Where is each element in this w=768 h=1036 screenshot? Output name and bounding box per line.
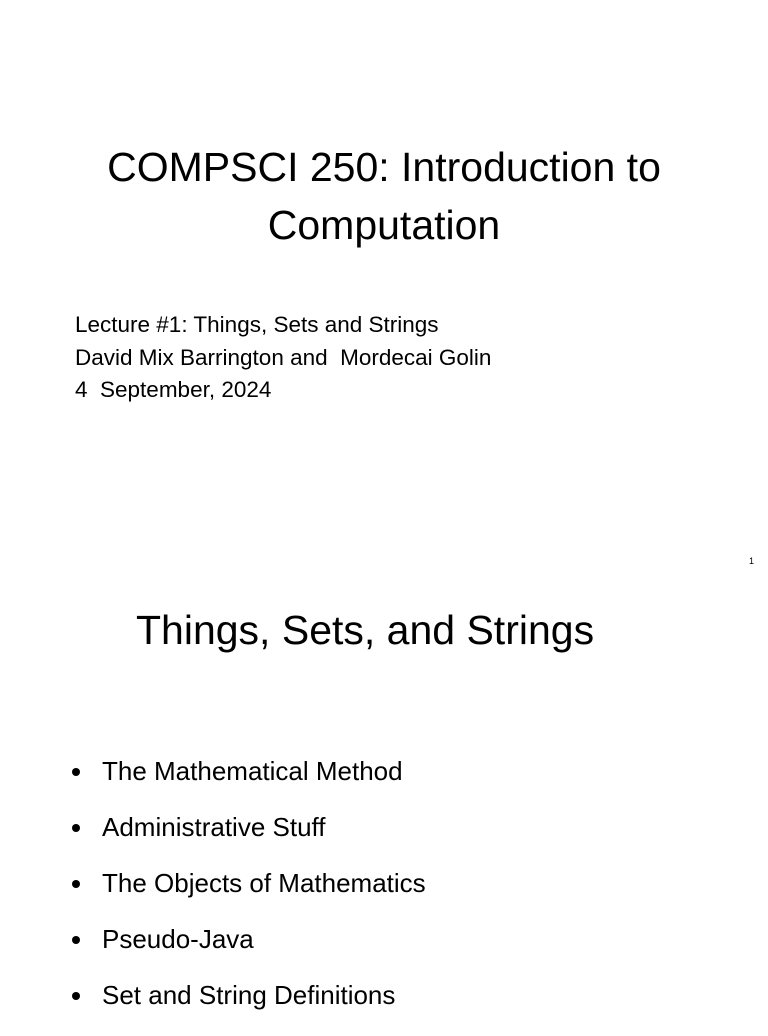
list-item xyxy=(72,924,426,954)
list-item-text: Pseudo-Java xyxy=(102,924,254,954)
subtitle-block xyxy=(75,309,491,407)
list-item-text: The Mathematical Method xyxy=(102,756,403,786)
page-title: COMPSCI 250: Introduction to Computation xyxy=(107,144,661,248)
bullet-icon xyxy=(72,824,80,832)
bullet-icon xyxy=(72,992,80,1000)
page-number: 1 xyxy=(748,556,754,566)
date-line: 4 September, 2024 xyxy=(75,377,272,402)
list-item xyxy=(72,756,426,786)
list-item-text: The Objects of Mathematics xyxy=(102,868,426,898)
bullet-icon xyxy=(72,768,80,776)
list-item xyxy=(72,868,426,898)
bullet-list xyxy=(72,756,426,1036)
authors-line: David Mix Barrington and Mordecai Golin xyxy=(75,344,492,370)
slide-title: Things, Sets, and Strings xyxy=(136,607,595,653)
list-item-text: Administrative Stuff xyxy=(102,812,326,842)
list-item xyxy=(72,980,426,1010)
list-item xyxy=(72,812,426,842)
slide-2 xyxy=(0,576,768,1024)
bullet-icon xyxy=(72,936,80,944)
list-item-text: Set and String Definitions xyxy=(102,980,396,1010)
lecture-line: Lecture #1: Things, Sets and Strings xyxy=(75,312,439,337)
bullet-icon xyxy=(72,880,80,888)
